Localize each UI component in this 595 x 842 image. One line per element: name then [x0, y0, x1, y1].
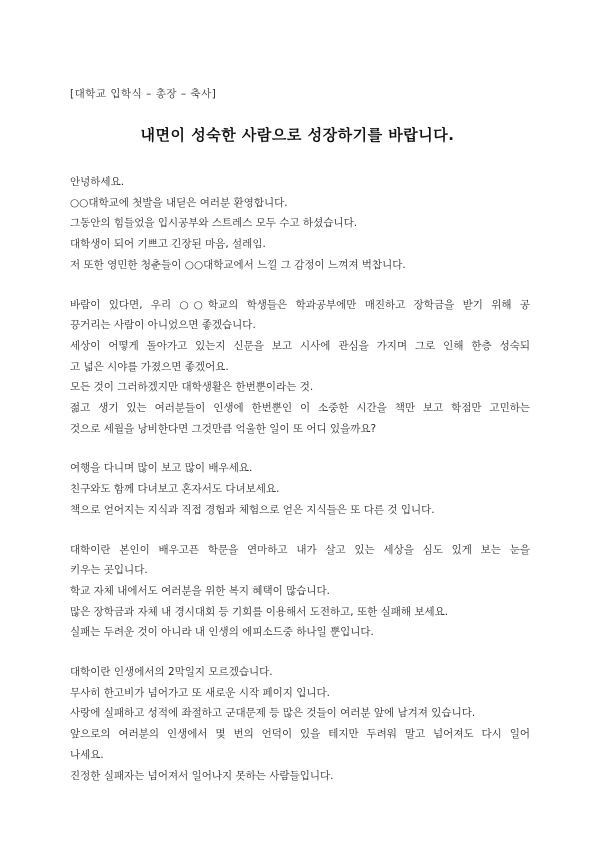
body-line: 실패는 두려운 것이 아니라 내 인생의 에피소드중 하나일 뿐입니다.: [70, 626, 374, 639]
body-line: 대학이란 인생에서의 2막일지 모르겠습니다.: [70, 666, 273, 679]
body-line: 앞으로의 여러분의 인생에서 몇 번의 언덕이 있을 테지만 두려워 말고 넘어져도 다시 일어: [70, 728, 530, 741]
paragraph-greeting: [70, 172, 530, 276]
paragraph-wish: [70, 295, 530, 440]
body-line: 세상이 어떻게 돌아가고 있는지 신문을 보고 시사에 관심을 가지며 그로 인해 한층 성숙되: [70, 339, 530, 352]
body-line: 것으로 세월을 낭비한다면 그것만큼 억울한 일이 또 어디 있을까요?: [70, 422, 377, 435]
body-line: 나세요.: [70, 748, 104, 761]
body-line: 그동안의 힘들었을 입시공부와 스트레스 모두 수고 하셨습니다.: [70, 217, 358, 230]
body-line: 고 넓은 시야를 가졌으면 좋겠어요.: [70, 360, 229, 373]
body-line: 저 또한 영민한 청춘들이 ○○대학교에서 느낄 그 감정이 느껴져 벅찹니다.: [70, 258, 406, 271]
body-line: 책으로 얻어지는 지식과 직접 경험과 체험으로 얻은 지식들은 또 다른 것 입니다.: [70, 503, 435, 516]
document-title: 내면이 성숙한 사람으로 성장하기를 바랍니다.: [140, 126, 455, 144]
paragraph-university: [70, 540, 530, 644]
body-line: 많은 장학금과 자체 내 경시대회 등 기회를 이용해서 도전하고, 또한 실패해 보세요.: [70, 605, 449, 618]
body-line: 여행을 다니며 많이 보고 많이 배우세요.: [70, 462, 253, 475]
body-line: 모든 것이 그러하겠지만 대학생활은 한번뿐이라는 것.: [70, 381, 314, 394]
body-line: 사랑에 실패하고 성적에 좌절하고 군대문제 등 많은 것들이 여러분 앞에 남겨져 있습니다.: [70, 707, 476, 720]
body-line: 대학이란 본인이 배우고픈 학문을 연마하고 내가 살고 있는 세상을 심도 있게 보는 눈을: [70, 543, 530, 556]
body-line: 진정한 실패자는 넘어져서 일어나지 못하는 사람들입니다.: [70, 769, 334, 782]
body-line: 학교 자체 내에서도 여러분을 위한 복지 혜택이 많습니다.: [70, 584, 330, 597]
body-line: 바람이 있다면, 우리 ○○학교의 학생들은 학과공부에만 매진하고 장학금을 받기 위해 공: [70, 298, 530, 311]
body-line: 안녕하세요.: [70, 176, 125, 188]
paragraph-travel: [70, 458, 530, 520]
body-line: ○○대학교에 첫발을 내딛은 여러분 환영합니다.: [70, 196, 288, 209]
body-line: 무사히 한고비가 넘어가고 또 새로운 시작 페이지 입니다.: [70, 686, 330, 699]
body-line: 친구와도 함께 다녀보고 혼자서도 다녀보세요.: [70, 483, 280, 496]
document-header-tag: [대학교 입학식 – 총장 – 축사]: [70, 88, 217, 100]
body-line: 대학생이 되어 기쁘고 긴장된 마음, 설레임.: [70, 238, 266, 251]
body-line: 키우는 곳입니다.: [70, 564, 148, 577]
paragraph-second-act: [70, 662, 530, 786]
document-body: [70, 172, 530, 805]
body-line: 젊고 생기 있는 여러분들이 인생에 한번뿐인 이 소중한 시간을 책만 보고 학점만 고민하는: [70, 402, 530, 415]
body-line: 끙거리는 사람이 아니었으면 좋겠습니다.: [70, 319, 256, 332]
